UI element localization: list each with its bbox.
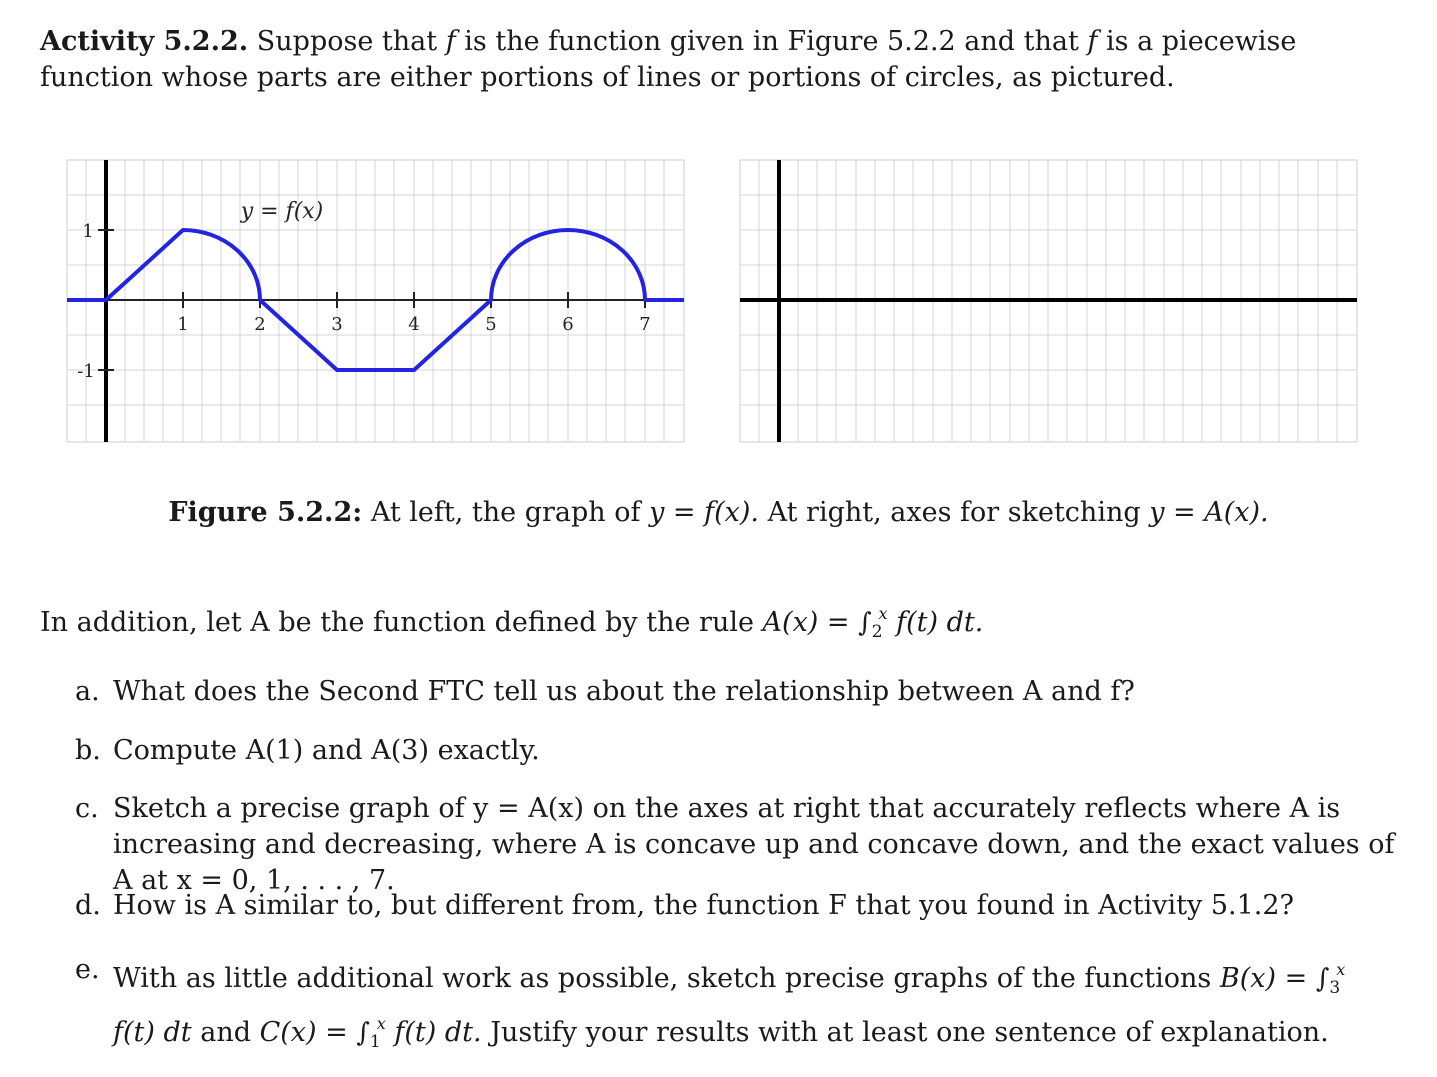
item-c (75, 791, 1395, 899)
left-graph (67, 160, 684, 442)
b-upper: x (1336, 960, 1346, 979)
x-tick-label: 3 (331, 314, 343, 335)
item-text: Sketch a precise graph of y = A(x) on the axes at right that accurately reflects where A is increasing and decreasing, where A is concave up and concave down, and the exact values of A at x = 0, 1, . . . , 7. (113, 793, 1395, 896)
item-text (113, 952, 1395, 1060)
item-e-text-1: With as little additional work as possible, sketch precise graphs of the functions (113, 963, 1212, 994)
item-text: How is A similar to, but different from, the function F that you found in Activity 5.1.2? (113, 890, 1295, 921)
intro-text-3: is a piecewise function whose parts are either portions of lines or portions of circles, as pictured. (40, 26, 1297, 93)
item-a (75, 674, 1395, 710)
caption-label: Figure 5.2.2: (168, 497, 363, 528)
item-text: What does the Second FTC tell us about the relationship between A and f? (113, 676, 1135, 707)
item-label: d. (75, 890, 101, 921)
item-e-text-2: Justify your results with at least one sentence of explanation. (490, 1017, 1329, 1048)
definition-text: In addition, let A be the function defined by the rule (40, 607, 754, 638)
caption-text-1: At left, the graph of (370, 497, 641, 528)
x-tick-label: 6 (562, 314, 574, 335)
y-tick-label: 1 (82, 221, 94, 242)
item-label: c. (75, 793, 99, 824)
right-graph (740, 160, 1357, 442)
b-lower: 3 (1329, 978, 1341, 998)
figure-graphs (0, 0, 1437, 470)
item-e (75, 952, 1395, 1060)
intro-text-2: is the function given in Figure 5.2.2 and that (464, 26, 1079, 57)
x-tick-label: 1 (177, 314, 189, 335)
f-symbol-2: f (1087, 26, 1098, 57)
integral-lower: 2 (871, 622, 883, 642)
intro-text-1: Suppose that (256, 26, 438, 57)
integral-upper: x (878, 604, 888, 623)
item-label: b. (75, 735, 101, 766)
a-lhs: A(x) = (762, 607, 850, 638)
caption-expr-2: y = A(x). (1149, 497, 1269, 528)
item-label: e. (75, 954, 100, 985)
b-integral (1315, 960, 1346, 998)
caption-text-2: At right, axes for sketching (767, 497, 1141, 528)
curve-label: y = f(x) (240, 199, 324, 224)
c-lhs: C(x) = (259, 1017, 348, 1048)
x-tick-label: 5 (485, 314, 497, 335)
y-tick-label: -1 (77, 361, 95, 382)
definition-paragraph (40, 596, 1410, 650)
f-symbol: f (445, 26, 456, 57)
item-d (75, 888, 1395, 924)
x-tick-label: 4 (408, 314, 420, 335)
b-lhs: B(x) = (1219, 963, 1308, 994)
x-tick-label: 2 (254, 314, 266, 335)
figure-caption (0, 497, 1437, 528)
item-text: Compute A(1) and A(3) exactly. (113, 735, 540, 766)
integrand: f(t) dt. (896, 607, 984, 638)
integral-sign-icon: ∫ (1315, 964, 1330, 994)
integral-sign-icon: ∫ (858, 608, 872, 638)
c-integrand: f(t) dt. (394, 1017, 482, 1048)
b-integrand: f(t) dt (113, 1017, 192, 1048)
x-tick-label: 7 (639, 314, 651, 335)
activity-label: Activity 5.2.2. (40, 26, 249, 57)
item-e-and: and (200, 1017, 252, 1048)
c-lower: 1 (369, 1032, 381, 1052)
caption-expr-1: y = f(x). (649, 497, 759, 528)
item-label: a. (75, 676, 100, 707)
c-upper: x (376, 1014, 386, 1033)
integral-sign-icon: ∫ (356, 1018, 370, 1048)
integral (858, 604, 888, 642)
c-integral (356, 1014, 386, 1052)
item-b (75, 733, 1395, 769)
